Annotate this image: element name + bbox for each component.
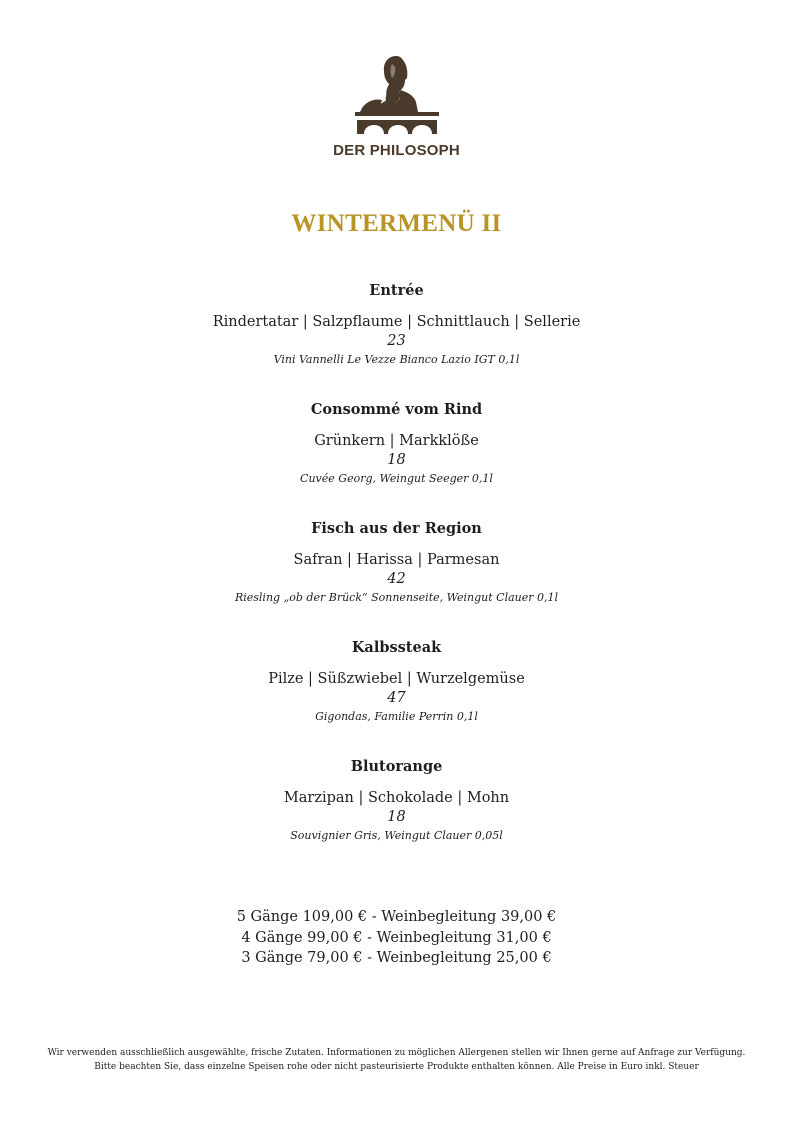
- course-description: Grünkern | Markklöße: [314, 433, 479, 449]
- menu-title: WINTERMENÜ II: [291, 210, 502, 237]
- course-wine: Cuvée Georg, Weingut Seeger 0,1l: [300, 472, 493, 485]
- course-price: 23: [387, 333, 406, 349]
- brand-name: DER PHILOSOPH: [333, 142, 460, 159]
- course-item: [0, 519, 793, 606]
- logo: [0, 50, 793, 138]
- philosopher-bust-bridge-logo-icon: [352, 50, 442, 138]
- course-name: Entrée: [369, 282, 424, 299]
- footer-line: Bitte beachten Sie, dass einzelne Speisen rohe oder nicht pasteurisierte Produkte enthalten können. Alle Preise in Euro inkl. Steuer: [94, 1062, 699, 1072]
- course-name: Kalbssteak: [351, 639, 442, 656]
- footer-line: Wir verwenden ausschließlich ausgewählte, frische Zutaten. Informationen zu möglichen Allergenen stellen wir Ihnen gerne auf Anfrage zur Verfügung.: [47, 1048, 746, 1058]
- course-name: Fisch aus der Region: [311, 520, 482, 537]
- course-price: 18: [387, 809, 406, 825]
- pricing-line: 5 Gänge 109,00 € - Weinbegleitung 39,00 €: [236, 909, 557, 925]
- footer-note: [0, 1046, 793, 1074]
- course-item: [0, 400, 793, 487]
- pricing-line: 4 Gänge 99,00 € - Weinbegleitung 31,00 €: [241, 929, 552, 946]
- course-description: Rindertatar | Salzpflaume | Schnittlauch | Sellerie: [212, 314, 581, 330]
- course-wine: Riesling „ob der Brück“ Sonnenseite, Weingut Clauer 0,1l: [234, 591, 559, 604]
- course-price: 18: [387, 452, 406, 468]
- course-wine: Souvignier Gris, Weingut Clauer 0,05l: [290, 829, 503, 842]
- course-wine: Vini Vannelli Le Vezze Bianco Lazio IGT 0,1l: [273, 353, 520, 366]
- course-price: 42: [387, 571, 406, 587]
- course-item: [0, 281, 793, 368]
- course-description: Safran | Harissa | Parmesan: [293, 552, 500, 568]
- course-description: Marzipan | Schokolade | Mohn: [283, 790, 510, 806]
- course-description: Pilze | Süßzwiebel | Wurzelgemüse: [268, 671, 525, 687]
- course-price: 47: [387, 690, 406, 706]
- course-wine: Gigondas, Familie Perrin 0,1l: [315, 710, 478, 723]
- course-item: [0, 638, 793, 725]
- course-name: Blutorange: [350, 758, 443, 775]
- pricing-line: 3 Gänge 79,00 € - Weinbegleitung 25,00 €: [241, 950, 552, 966]
- pricing-block: [0, 907, 793, 969]
- course-name: Consommé vom Rind: [310, 401, 483, 418]
- course-item: [0, 757, 793, 844]
